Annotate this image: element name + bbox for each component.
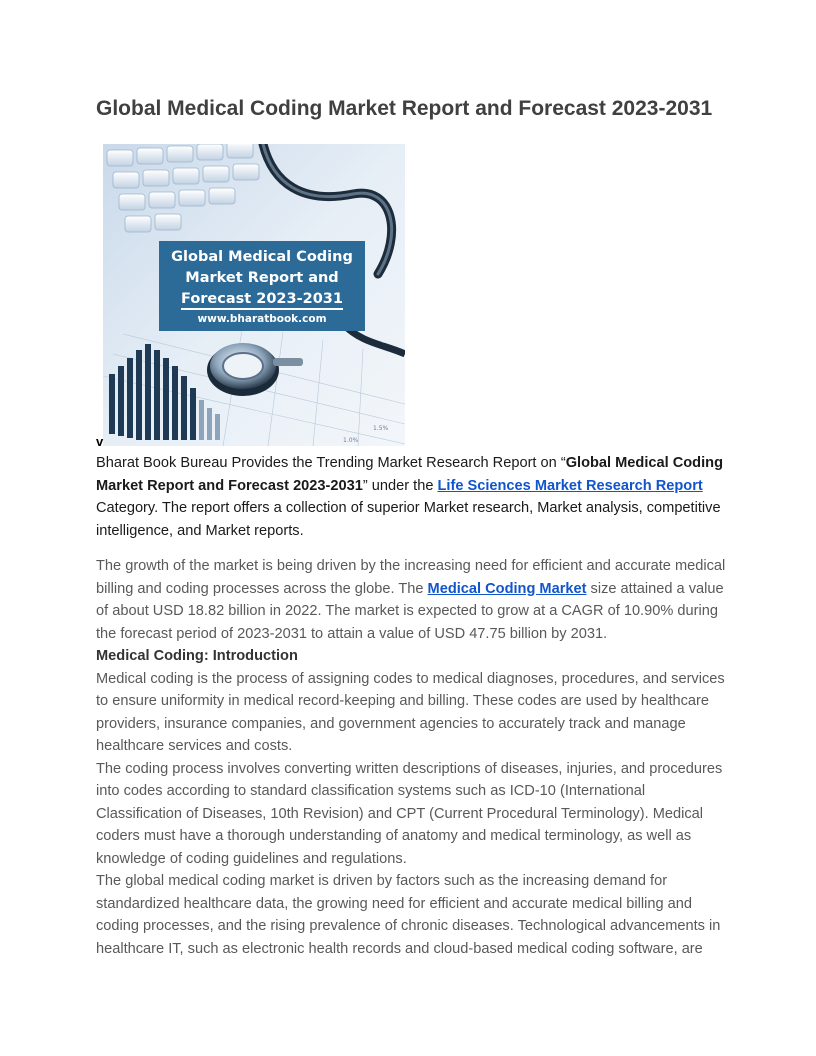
market-growth-paragraph — [96, 555, 726, 645]
hero-overlay-banner — [159, 241, 365, 331]
section-heading-introduction: Medical Coding: Introduction — [96, 648, 298, 664]
definition-paragraph: Medical coding is the process of assigning codes to medical diagnoses, procedures, and services to ensure uniformity in medical record-keeping and billing. These codes are used by healthcare providers, insurance companies, and government agencies to accurately track and manage healthcare services and costs. — [96, 670, 725, 754]
body-content — [96, 555, 726, 960]
overlay-title-line1: Global Medical Coding — [171, 249, 353, 265]
document-title: Global Medical Coding Market Report and Forecast 2023-2031 — [96, 97, 713, 120]
medical-coding-market-link[interactable]: Medical Coding Market — [427, 580, 587, 597]
life-sciences-report-link[interactable]: Life Sciences Market Research Report — [437, 477, 703, 494]
svg-text:1.5%: 1.5% — [373, 425, 389, 432]
intro-text-2: ” under the — [362, 477, 438, 494]
market-drivers-paragraph: The global medical coding market is driven by factors such as the increasing demand for standardized healthcare data, the growing need for efficient and accurate medical billing and coding processes, and the rising prevalence of chronic diseases. Technological advancements in healthcare IT, such as electronic health records and cloud-based medical coding software, are — [96, 873, 721, 957]
coding-process-paragraph: The coding process involves converting written descriptions of diseases, injuries, and procedures into codes according to standard classification systems such as ICD-10 (International Classification of Diseases, 10th Revision) and CPT (Current Procedural Terminology). Medical coders must have a thorough understanding of anatomy and medical terminology, as well as knowledge of coding guidelines and regulations. — [96, 760, 723, 867]
stray-character: v — [96, 434, 104, 449]
intro-text-1: Bharat Book Bureau Provides the Trending Market Research Report on “ — [96, 455, 566, 471]
overlay-title-line3: Forecast 2023-2031 — [181, 291, 343, 310]
intro-text-3: Category. The report offers a collection of superior Market research, Market analysis, competitive intelligence, and Market reports. — [96, 500, 721, 539]
hero-image — [103, 144, 405, 446]
market-growth-text-1: The growth of the market is being driven by the increasing need for efficient and accurate medical billing and coding processes across the globe. The — [96, 558, 726, 597]
intro-report-title: Global Medical Coding Market Report and Forecast 2023-2031 — [96, 455, 723, 494]
svg-text:1.0%: 1.0% — [343, 437, 359, 444]
market-growth-text-2: size attained a value of about USD 18.82 billion in 2022. The market is expected to grow at a CAGR of 10.90% during the forecast period of 2023-2031 to attain a value of USD 47.75 billion by 2031. — [96, 580, 724, 642]
overlay-website: www.bharatbook.com — [197, 313, 327, 325]
overlay-title-line2: Market Report and — [185, 270, 339, 286]
intro-paragraph — [96, 452, 726, 542]
